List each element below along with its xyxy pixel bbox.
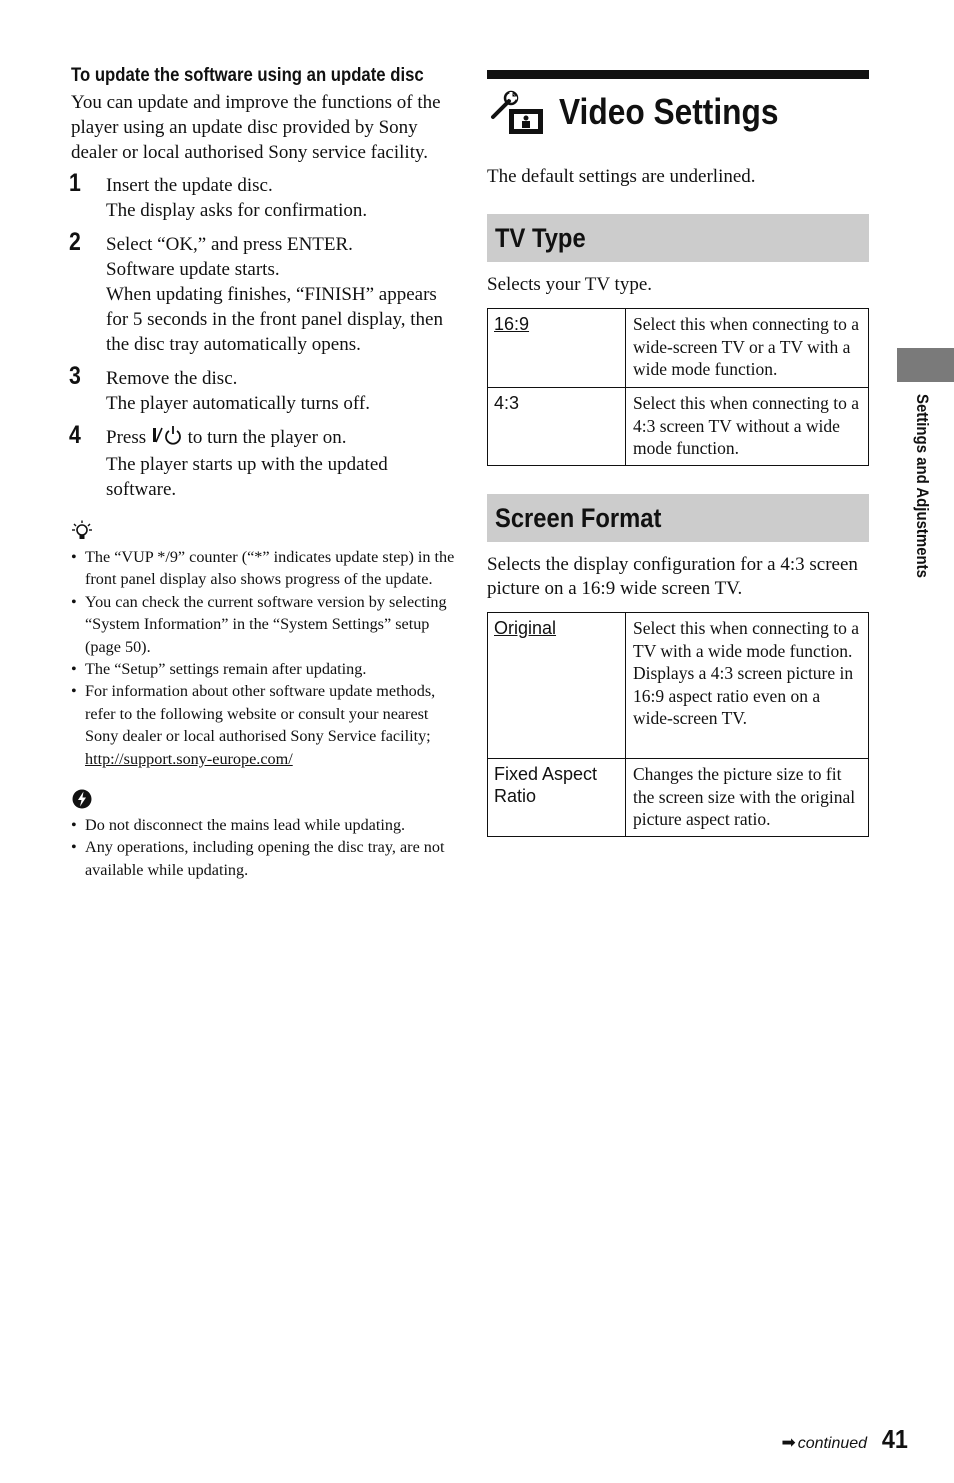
notes-block — [71, 788, 456, 881]
footer — [781, 1424, 908, 1455]
tip-text: For information about other software update methods, refer to the following website or consult your nearest Sony dealer or local authorised Sony Service facility; — [85, 682, 436, 746]
left-column — [71, 62, 456, 881]
side-tab-label: Settings and Adjustments — [913, 394, 932, 578]
option-name — [488, 309, 626, 388]
section-heading: To update the software using an update disc — [71, 65, 424, 86]
option-name — [488, 613, 626, 759]
option-description: Changes the picture size to fit the screen size with the original picture aspect ratio. — [626, 759, 869, 837]
screen-format-table — [487, 612, 869, 837]
page-number: 41 — [881, 1424, 908, 1454]
step-number: 2 — [69, 228, 81, 256]
step-text — [106, 425, 456, 452]
notes-list — [71, 814, 456, 881]
side-tab — [897, 348, 954, 382]
default-option: 16:9 — [494, 314, 530, 334]
step-4 — [69, 421, 456, 502]
note-item: • Any operations, including opening the disc tray, are not available while updating. — [71, 836, 456, 881]
section-description: Selects your TV type. — [487, 274, 652, 295]
step-1 — [69, 169, 456, 223]
step-text: The player starts up with the updated software. — [106, 454, 388, 500]
arrow-right-icon: ➡ — [781, 1433, 796, 1453]
page-title: Video Settings — [559, 91, 779, 132]
title-row — [487, 82, 869, 142]
section-title: TV Type — [495, 222, 586, 253]
intro-text: You can update and improve the functions of the player using an update disc provided by Sony dealer or local authorised Sony service facility. — [71, 92, 441, 163]
step-2 — [69, 228, 456, 357]
right-column — [487, 70, 869, 837]
step-text-turn-on: to turn the player on. — [187, 427, 347, 448]
step-text: The player automatically turns off. — [106, 393, 370, 414]
step-text: Insert the update disc. — [106, 175, 273, 196]
power-button-icon — [151, 425, 183, 452]
section-title: Screen Format — [495, 502, 662, 533]
section-description: Selects the display configuration for a 4:3 screen picture on a 16:9 wide screen TV. — [487, 554, 858, 599]
caution-icon — [71, 788, 93, 810]
lightbulb-icon — [71, 520, 93, 542]
tip-item — [71, 680, 456, 770]
option-description: Select this when connecting to a wide-screen TV or a TV with a wide mode function. — [626, 309, 869, 388]
step-number: 1 — [69, 169, 81, 197]
step-text: Select “OK,” and press ENTER. — [106, 234, 353, 255]
step-number: 4 — [69, 421, 81, 449]
tv-type-table — [487, 308, 869, 466]
tip-item: • The “Setup” settings remain after updating. — [71, 658, 456, 680]
default-option: Original — [494, 618, 557, 638]
table-row — [488, 309, 869, 388]
screen-format-header — [487, 494, 869, 542]
option-description: Select this when connecting to a 4:3 screen TV without a wide mode function. — [626, 388, 869, 466]
title-rule — [487, 70, 869, 79]
tips-list — [71, 546, 456, 770]
continued-label — [781, 1433, 867, 1453]
note-item: • Do not disconnect the mains lead while updating. — [71, 814, 456, 836]
video-settings-icon — [487, 87, 547, 137]
tv-type-header — [487, 214, 869, 262]
step-text-press: Press — [106, 427, 147, 448]
step-text: Remove the disc. — [106, 368, 238, 389]
step-text: When updating finishes, “FINISH” appears for 5 seconds in the front panel display, then the disc tray automatically opens. — [106, 284, 443, 355]
table-row — [488, 613, 869, 759]
step-3 — [69, 362, 456, 416]
table-row — [488, 388, 869, 466]
step-number: 3 — [69, 362, 81, 390]
table-row — [488, 759, 869, 837]
support-link[interactable]: http://support.sony-europe.com/ — [85, 749, 293, 768]
default-note: The default settings are underlined. — [487, 166, 756, 187]
option-description: Select this when connecting to a TV with a wide mode function. Displays a 4:3 screen picture in 16:9 aspect ratio even on a wide-screen TV. — [626, 613, 869, 759]
tip-item: • You can check the current software version by selecting “System Information” in the “System Settings” setup (page 50). — [71, 591, 456, 658]
continued-text: continued — [797, 1435, 868, 1452]
option-name: Fixed Aspect Ratio — [488, 759, 626, 837]
tips-block — [71, 520, 456, 770]
tip-item: • The “VUP */9” counter (“*” indicates update step) in the front panel display also shows progress of the update. — [71, 546, 456, 591]
step-text: The display asks for confirmation. — [106, 200, 368, 221]
option-name: 4:3 — [488, 388, 626, 466]
step-text: Software update starts. — [106, 259, 280, 280]
